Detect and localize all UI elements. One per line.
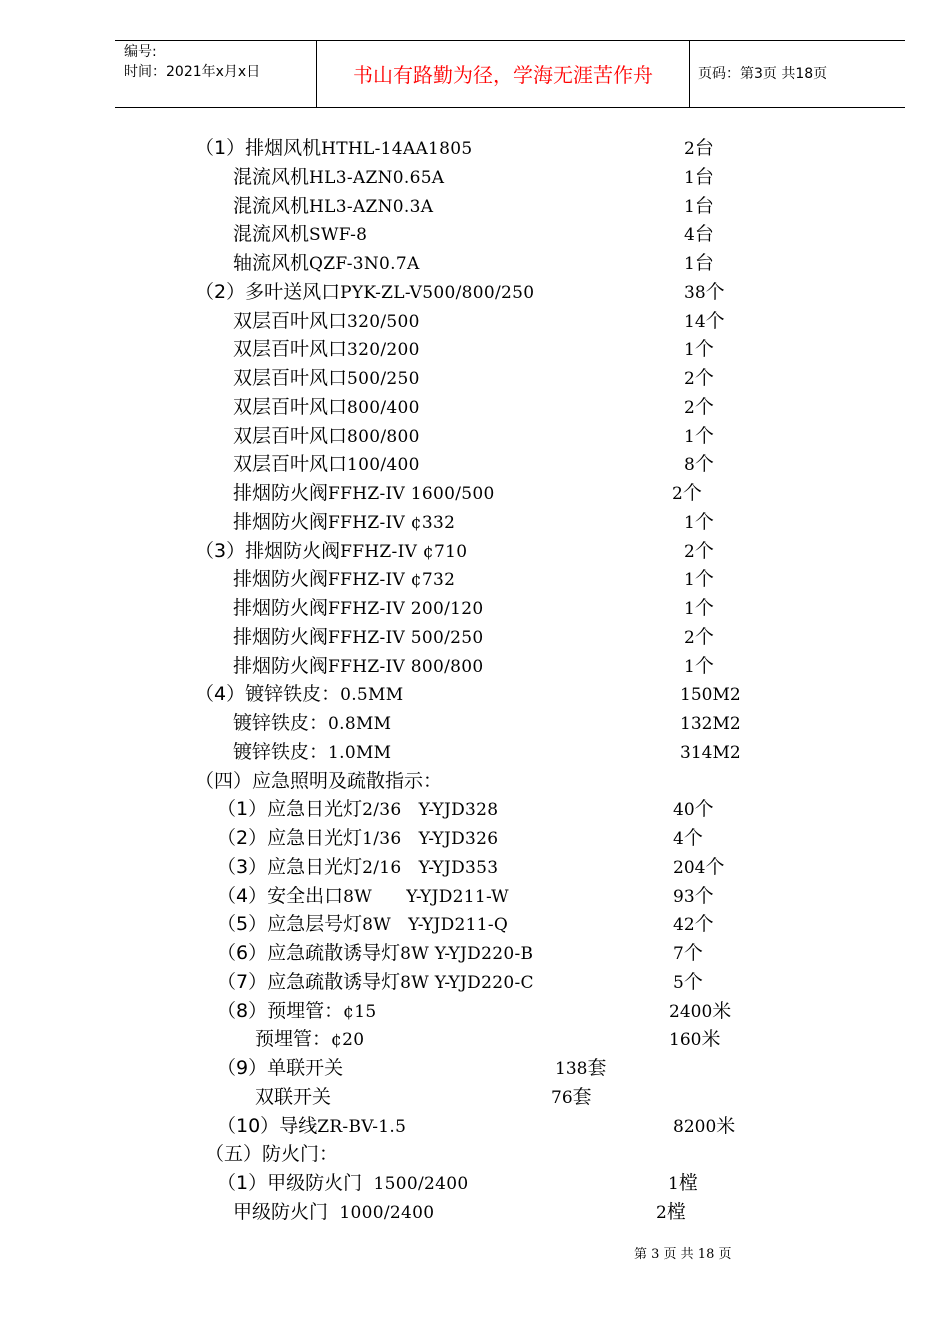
item-quantity-unit: 米 [716,1114,736,1137]
item-label [217,795,498,824]
item-code: FFHZ-IV 200/120 [328,599,484,619]
item-quantity [673,939,703,968]
item-quantity-unit: 个 [694,510,714,533]
item-name: 排烟防火阀 [233,654,329,677]
item-quantity [673,853,724,882]
item-prefix: （4） [217,884,268,907]
item-quantity-value: 1 [684,167,695,188]
item-name: 双层百叶风口 [233,395,348,418]
item-quantity-value: 14 [684,311,706,332]
item-name: 甲级防火门 [233,1200,329,1223]
item-label [255,1025,364,1054]
item-label [233,1198,434,1227]
item-name: 混流风机 [233,165,310,188]
item-label [217,882,509,911]
item-quantity-value: 1 [684,570,695,591]
item-name: 应急层号灯 [267,913,363,936]
item-quantity-unit: 个 [682,482,702,504]
item-code: ZR-BV-1.5 [317,1116,407,1137]
item-quantity-value: 1 [684,254,695,274]
item-label [217,910,508,939]
item-quantity-unit: 个 [705,280,725,303]
item-quantity-value: 2400 [669,1001,713,1022]
item-quantity [684,537,714,566]
item-prefix: （3） [195,539,246,562]
item-quantity [684,364,714,393]
item-prefix: （2） [195,280,246,303]
item-prefix: （6） [217,942,268,964]
item-label [233,364,420,393]
item-code: ¢20 [331,1030,365,1051]
item-quantity [551,1083,592,1112]
item-quantity [680,738,741,767]
item-name: 排烟防火阀 [233,482,329,504]
item-label [195,537,467,566]
item-quantity-unit: 台 [694,223,714,246]
item-quantity-unit: 个 [683,970,703,993]
item-quantity [684,249,714,278]
item-label [233,594,484,623]
item-quantity-unit: 个 [694,539,714,562]
item-name: 应急日光灯 [267,827,363,849]
item-name: 排烟防火阀 [245,539,341,562]
item-code: 0.8MM [328,714,392,734]
item-code: 1000/2400 [328,1202,435,1223]
item-quantity [684,623,714,652]
item-quantity [669,1025,720,1054]
item-code: 8W Y-YJD211-W [343,886,509,907]
item-quantity-value: 40 [673,800,695,821]
item-label [217,939,533,968]
item-prefix: （1） [195,137,246,159]
item-quantity-value: 76 [551,1087,573,1108]
item-quantity-value: 314M2 [680,742,741,763]
item-name: 双层百叶风口 [233,338,348,361]
item-quantity [684,393,714,422]
item-quantity [684,508,714,537]
item-code: 8W Y-YJD220-C [400,972,534,993]
item-quantity-value: 1 [684,656,695,677]
item-quantity-value: 2 [684,139,695,159]
item-code: HTHL-14AA1805 [321,139,473,159]
item-label [233,709,391,738]
item-label [233,652,484,681]
item-quantity-unit: 个 [694,395,714,418]
item-name: 双层百叶风口 [233,367,348,389]
item-name: 双层百叶风口 [233,424,348,447]
item-prefix: （4） [195,683,246,706]
item-quantity-value: 4 [684,225,695,246]
item-quantity-value: 1 [684,512,695,533]
item-name: 镀锌铁皮： [233,712,329,734]
item-quantity [669,997,731,1026]
item-prefix: （10） [217,1114,280,1137]
item-quantity [680,680,741,709]
item-code: FFHZ-IV ¢332 [328,512,456,533]
item-code: 8W Y-YJD211-Q [362,915,509,936]
item-code: 800/400 [347,397,420,418]
item-name: 多叶送风口 [245,280,341,303]
item-name: 双层百叶风口 [233,309,348,332]
item-quantity-unit: 台 [694,165,714,188]
item-label [255,1083,331,1112]
item-quantity [673,1112,735,1141]
item-quantity-value: 8200 [673,1116,717,1137]
item-name: 应急日光灯 [267,855,363,878]
item-quantity-unit: 个 [683,827,703,849]
item-name: 排烟防火阀 [233,510,329,533]
item-quantity-value: 38 [684,282,706,303]
item-label [217,1054,343,1083]
item-quantity-value: 132M2 [680,714,741,734]
item-code: FFHZ-IV 1600/500 [328,484,495,504]
item-quantity-unit: 个 [694,625,714,648]
item-label [233,623,484,652]
item-prefix: （7） [217,970,268,993]
item-name: 排烟防火阀 [233,597,329,619]
item-code: 320/500 [347,311,420,332]
item-quantity-value: 1 [684,599,695,619]
item-code: 500/250 [347,369,420,389]
item-prefix: （2） [217,827,268,849]
item-name: 轴流风机 [233,252,310,274]
item-quantity [684,134,714,163]
item-name: 混流风机 [233,223,310,246]
item-quantity-unit: 台 [694,137,714,159]
item-quantity [684,307,725,336]
item-quantity [684,278,725,307]
item-quantity-unit: 个 [694,568,714,591]
header-time-label: 时间：2021年x月x日 [124,64,261,80]
item-code: ¢15 [343,1001,377,1022]
item-quantity-unit: 樘 [666,1200,686,1223]
item-name: 混流风机 [233,194,310,217]
item-code: FFHZ-IV ¢732 [328,570,456,591]
item-quantity-unit: 米 [712,999,732,1022]
header-top-rule [115,40,905,41]
item-code: PYK-ZL-V500/800/250 [340,282,535,303]
item-quantity [555,1054,606,1083]
item-label [217,997,376,1026]
item-quantity-value: 42 [673,915,695,936]
item-label [217,824,498,853]
item-quantity [673,910,714,939]
item-quantity-unit: 个 [694,913,714,936]
item-name: 预埋管： [267,999,344,1022]
header-divider-left [316,40,317,107]
item-quantity-value: 2 [684,627,695,648]
item-name: 排烟防火阀 [233,568,329,591]
item-code: 8W Y-YJD220-B [400,944,534,964]
item-code: 320/200 [347,340,420,361]
item-name: 应急疏散诱导灯 [267,970,401,993]
item-name: 预埋管： [255,1028,332,1051]
item-quantity-value: 2 [684,397,695,418]
item-code: HL3-AZN0.65A [309,167,445,188]
item-quantity-unit: 套 [572,1085,592,1108]
item-label [233,508,455,537]
item-quantity-value: 2 [684,369,695,389]
item-name: 双联开关 [255,1085,332,1108]
item-code: FFHZ-IV 800/800 [328,656,484,677]
item-label [233,738,391,767]
item-label [233,335,420,364]
item-code: 2/36 Y-YJD328 [362,800,499,821]
item-name: 单联开关 [267,1057,344,1079]
item-label [205,1140,338,1169]
item-label [217,968,534,997]
item-label [217,853,498,882]
item-label [233,393,420,422]
item-quantity [684,450,714,479]
item-code: 1.0MM [328,742,392,763]
item-quantity-unit: 个 [694,453,714,476]
item-quantity-value: 1 [684,340,695,361]
item-quantity [673,968,703,997]
item-label [195,767,442,796]
item-label [233,479,495,508]
item-quantity [672,479,702,508]
item-prefix: （五） [205,1143,263,1166]
item-quantity-unit: 个 [694,338,714,361]
item-quantity [673,882,714,911]
item-code: 1500/2400 [362,1174,469,1194]
item-quantity-value: 1 [668,1174,679,1194]
item-name: 双层百叶风口 [233,453,348,476]
header-divider-right [689,40,690,107]
item-quantity [673,824,703,853]
item-quantity [668,1169,698,1198]
item-label [233,220,367,249]
item-name: 排烟防火阀 [233,625,329,648]
item-quantity-unit: 个 [694,424,714,447]
item-prefix: （9） [217,1057,268,1079]
item-quantity-value: 138 [555,1059,588,1079]
item-prefix: （3） [217,855,268,878]
item-quantity-value: 4 [673,829,684,849]
item-quantity-unit: 个 [694,367,714,389]
item-quantity [684,652,714,681]
item-quantity-unit: 个 [705,309,725,332]
item-name: 镀锌铁皮： [245,683,341,706]
item-quantity-unit: 个 [694,798,714,821]
item-prefix: （5） [217,913,268,936]
item-quantity [684,594,714,623]
item-quantity [684,220,714,249]
item-name: 甲级防火门 [267,1172,363,1194]
item-label [233,422,420,451]
item-quantity [684,422,714,451]
item-prefix: （1） [217,1172,268,1194]
item-quantity [684,192,714,221]
item-quantity-value: 1 [684,196,695,217]
item-quantity-value: 150M2 [680,685,741,706]
item-quantity [684,565,714,594]
item-label [233,249,420,278]
item-quantity [673,795,714,824]
item-name: 镀锌铁皮： [233,740,329,763]
item-name: 应急疏散诱导灯 [267,942,401,964]
item-quantity-unit: 套 [587,1057,607,1079]
item-name: 安全出口 [267,884,344,907]
item-code: SWF-8 [309,225,368,246]
item-code: HL3-AZN0.3A [309,196,434,217]
item-quantity [680,709,741,738]
item-prefix: （四） [195,769,253,792]
item-code: 2/16 Y-YJD353 [362,857,499,878]
item-quantity-unit: 个 [694,654,714,677]
item-quantity [656,1198,686,1227]
header-bottom-rule [115,107,905,108]
header-left-block [124,42,260,82]
item-label [233,163,444,192]
item-quantity-unit: 个 [694,597,714,619]
item-code: FFHZ-IV 500/250 [328,627,484,648]
header-number-label: 编号: [124,44,157,60]
item-label [233,307,420,336]
item-quantity-value: 160 [669,1030,702,1051]
item-name: 导线 [279,1114,318,1137]
item-name: 应急日光灯 [267,798,363,821]
item-label [217,1169,468,1198]
item-quantity-value: 7 [673,944,684,964]
item-label [233,565,455,594]
item-name: 应急照明及疏散指示： [252,769,443,792]
item-code: 100/400 [347,455,420,476]
footer-page-label: 第 3 页 共 18 页 [634,1247,732,1262]
item-quantity [684,335,714,364]
item-label [217,1112,406,1141]
item-prefix: （8） [217,999,268,1022]
item-quantity-value: 93 [673,886,695,907]
item-name: 排烟风机 [245,137,322,159]
item-code: 800/800 [347,426,420,447]
item-quantity-unit: 台 [694,194,714,217]
item-label [233,450,420,479]
item-label [195,134,472,163]
item-quantity-value: 2 [684,541,695,562]
item-quantity [684,163,714,192]
header-motto: 书山有路勤为径，学海无涯苦作舟 [353,63,653,87]
item-label [233,192,433,221]
item-name: 防火门： [262,1143,339,1166]
item-code: 0.5MM [340,685,404,706]
item-quantity-unit: 台 [694,252,714,274]
item-label [195,278,534,307]
item-quantity-value: 5 [673,972,684,993]
item-quantity-unit: 个 [683,942,703,964]
item-prefix: （1） [217,798,268,821]
item-code: QZF-3N0.7A [309,254,420,274]
item-quantity-unit: 个 [705,855,725,878]
item-quantity-value: 1 [684,426,695,447]
item-quantity-unit: 米 [701,1028,721,1051]
header-page-label: 页码：第3页 共18页 [698,66,828,82]
item-code: 1/36 Y-YJD326 [362,829,499,849]
item-label [195,680,403,709]
item-quantity-value: 8 [684,455,695,476]
item-quantity-value: 2 [672,484,683,504]
item-quantity-value: 204 [673,857,706,878]
item-quantity-value: 2 [656,1202,667,1223]
item-code: FFHZ-IV ¢710 [340,541,468,562]
item-quantity-unit: 樘 [678,1172,698,1194]
item-quantity-unit: 个 [694,884,714,907]
